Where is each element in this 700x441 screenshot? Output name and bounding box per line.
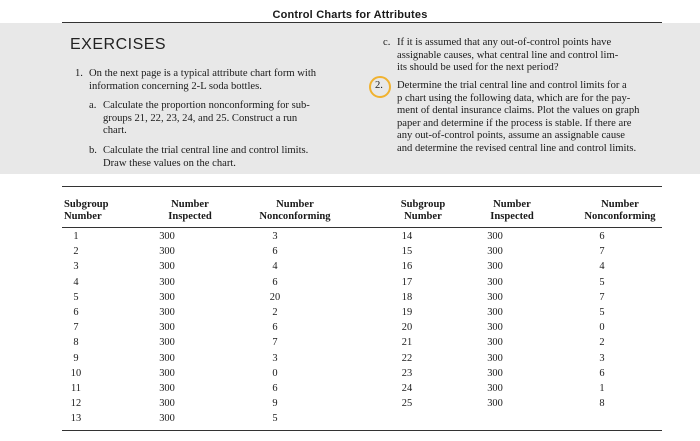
table-cell: 3 [272, 231, 278, 242]
table-cell: 300 [159, 291, 175, 303]
table-header-rule [62, 227, 662, 228]
table-cell: 300 [159, 276, 175, 288]
table-cell: 0 [272, 367, 278, 379]
table-cell: 6 [599, 231, 605, 242]
table-cell: 20 [401, 322, 413, 334]
question-1a-line: groups 21, 22, 23, 24, and 25. Construct a run [103, 112, 298, 124]
table-cell: 3 [73, 261, 79, 273]
table-cell: 300 [159, 352, 175, 364]
question-1c [383, 37, 673, 75]
table-cell: 10 [70, 367, 82, 379]
question-1a-line: chart. [103, 125, 127, 137]
table-cell: 300 [159, 246, 175, 258]
table-cell: 3 [599, 352, 605, 364]
question-1b-line: Draw these values on the chart. [103, 157, 236, 169]
table-cell: 17 [401, 276, 413, 288]
question-2-line: ment of dental insurance claims. Plot the values on graph [397, 105, 640, 117]
table-cell: 300 [487, 276, 503, 288]
table-cell: 7 [599, 246, 605, 258]
table-cell: 300 [159, 231, 175, 242]
question-1-line: information concerning 2-L soda bottles. [89, 80, 262, 92]
table-cell: 300 [487, 307, 503, 318]
question-1b-line: Calculate the trial central line and control limits. [103, 145, 309, 156]
table-cell: 300 [159, 337, 175, 349]
table-cell: 9 [73, 352, 79, 364]
table-top-rule [62, 186, 662, 187]
table-cell: 11 [70, 383, 81, 394]
question-2-line: and determine the revised central line and control limits. [397, 142, 637, 154]
table-cell: 2 [272, 307, 278, 318]
header-text: Number [601, 199, 639, 210]
table-cell: 300 [487, 261, 503, 273]
header-text: Subgroup [64, 199, 109, 210]
question-1c-line: its should be used for the next period? [397, 62, 559, 74]
table-cell: 16 [401, 261, 413, 273]
table-cell: 300 [159, 307, 175, 318]
table-cell: 3 [272, 352, 278, 364]
table-cell: 15 [401, 246, 413, 258]
table-cell: 8 [599, 398, 605, 410]
table-cell: 4 [272, 261, 278, 273]
table-cell: 24 [401, 383, 413, 394]
page-header-title: Control Charts for Attributes [272, 9, 428, 21]
table-cell: 1 [73, 231, 79, 242]
table-cell: 6 [272, 383, 278, 394]
table-cell: 300 [487, 383, 503, 394]
header-text: Number [404, 211, 442, 222]
header-text: Subgroup [400, 199, 446, 210]
table-cell: 4 [599, 261, 605, 273]
table-cell: 300 [487, 367, 503, 379]
table-cell: 300 [487, 231, 503, 242]
table-cell: 7 [73, 322, 79, 334]
table-cell: 300 [159, 322, 175, 334]
header-inspected-right [472, 199, 552, 223]
header-text: Number [276, 199, 314, 210]
header-subgroup-left [64, 199, 134, 223]
table-cell: 8 [73, 337, 79, 349]
header-text: Number [64, 211, 102, 222]
table-cell: 6 [73, 307, 79, 318]
table-cell: 0 [599, 322, 605, 334]
table-cell: 21 [401, 337, 413, 349]
table-cell: 5 [73, 291, 79, 303]
header-text: Inspected [168, 211, 212, 222]
table-cell: 300 [159, 398, 175, 410]
question-2-line: paper and determine if the process is stable. If there are [397, 117, 632, 129]
table-cell: 12 [70, 398, 82, 410]
table-cell: 14 [401, 231, 413, 242]
table-cell: 300 [487, 337, 503, 349]
header-text: Number [493, 199, 531, 210]
table-cell: 300 [487, 246, 503, 258]
question-1c-line: If it is assumed that any out-of-control points have [397, 37, 612, 48]
table-cell: 5 [599, 276, 605, 288]
question-2 [375, 80, 675, 156]
table-cell: 300 [487, 352, 503, 364]
table-cell: 2 [599, 337, 605, 349]
question-1b [89, 145, 369, 170]
question-1-number: 1. [75, 68, 83, 79]
header-text: Nonconforming [259, 211, 331, 222]
table-cell: 300 [487, 398, 503, 410]
table-cell: 6 [272, 322, 278, 334]
table-cell: 5 [272, 413, 278, 425]
table-cell: 22 [401, 352, 413, 364]
table-cell: 9 [272, 398, 278, 410]
table-cell: 300 [159, 413, 175, 425]
table-cell: 6 [272, 246, 278, 258]
table-cell: 5 [599, 307, 605, 318]
question-2-line: Determine the trial central line and control limits for a [397, 80, 627, 91]
question-2-line: any out-of-control points, assume an assignable cause [397, 130, 625, 142]
table-cell: 2 [73, 246, 79, 258]
question-1b-label: b. [89, 145, 97, 156]
question-1a [89, 100, 369, 138]
header-inspected-left [150, 199, 230, 223]
question-1-line: On the next page is a typical attribute chart form with [89, 68, 317, 79]
header-text: Inspected [490, 211, 534, 222]
table-cell: 300 [487, 291, 503, 303]
exercises-heading: EXERCISES [70, 36, 167, 53]
question-1c-line: assignable causes, what central line and control lim- [397, 49, 619, 61]
header-subgroup-right [383, 199, 463, 223]
table-cell: 300 [159, 383, 175, 394]
table-cell: 7 [272, 337, 278, 349]
table-cell: 1 [599, 383, 605, 394]
table-cell: 18 [401, 291, 413, 303]
table-cell: 300 [159, 367, 175, 379]
table-cell: 25 [401, 398, 413, 410]
header-nonconforming-right [570, 199, 670, 223]
header-text: Nonconforming [584, 211, 656, 222]
table-cell: 13 [70, 413, 82, 425]
question-2-line: p chart using the following data, which are for the pay- [397, 92, 631, 104]
question-1 [75, 68, 365, 93]
table-cell: 23 [401, 367, 413, 379]
table-cell: 7 [599, 291, 605, 303]
table-cell: 4 [73, 276, 79, 288]
table-cell: 300 [487, 322, 503, 334]
table-cell: 20 [269, 291, 281, 303]
table-bottom-rule [62, 430, 662, 431]
header-nonconforming-left [245, 199, 345, 223]
table-cell: 19 [401, 307, 413, 318]
table-cell: 6 [272, 276, 278, 288]
question-1c-label: c. [383, 37, 391, 48]
table-cell: 6 [599, 367, 605, 379]
header-text: Number [171, 199, 209, 210]
question-1a-line: Calculate the proportion nonconforming for sub- [103, 100, 310, 111]
question-1a-label: a. [89, 100, 97, 111]
table-cell: 300 [159, 261, 175, 273]
question-2-number: 2. [375, 80, 383, 91]
